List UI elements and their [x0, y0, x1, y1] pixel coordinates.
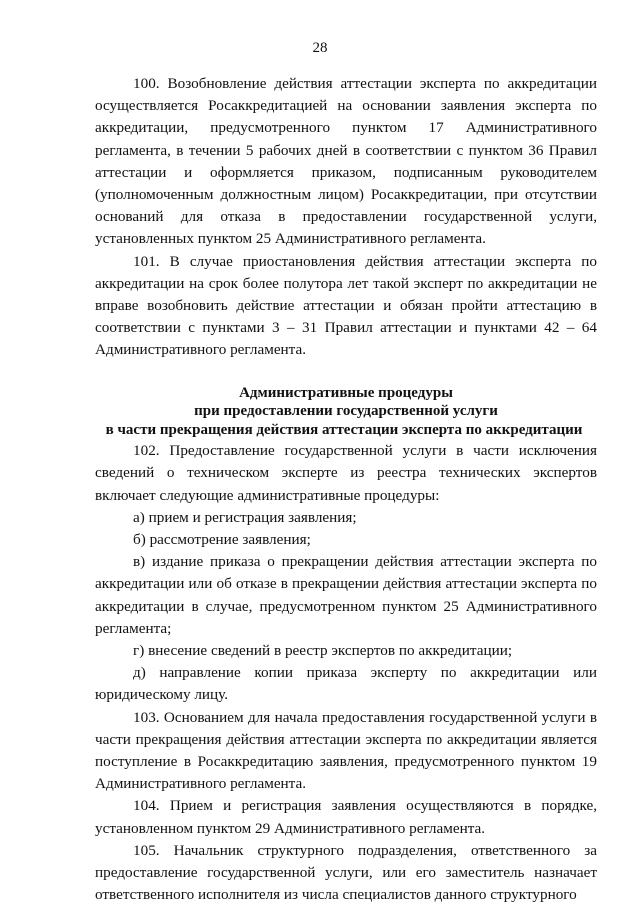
page-number: 28	[312, 40, 328, 56]
section-heading-line-3: в части прекращения действия аттестации эксперта по аккредитации	[105, 421, 583, 438]
list-item-v: в) издание приказа о прекращении действия аттестации эксперта по аккредитации или об отказе в прекращении действия аттестации эксперта по аккредитации в случае, предусмотренном пунктом 25 Административного регламента;	[95, 553, 597, 637]
list-item-g: г) внесение сведений в реестр экспертов по аккредитации;	[133, 641, 513, 659]
list-item-b: б) рассмотрение заявления;	[133, 530, 311, 548]
paragraph-105: 105. Начальник структурного подразделения, ответственного за предоставление государственной услуги, или его заместитель назначает ответственного исполнителя из числа специалистов данного структурного	[95, 841, 597, 904]
paragraph-102: 102. Предоставление государственной услуги в части исключения сведений о техническом эксперте из реестра технических экспертов включает следующие административные процедуры:	[95, 442, 597, 504]
paragraph-104: 104. Прием и регистрация заявления осуществляются в порядке, установленном пунктом 29 Административного регламента.	[95, 797, 597, 837]
list-item-d: д) направление копии приказа эксперту по аккредитации или юридическому лицу.	[95, 664, 597, 704]
section-heading-line-2: при предоставлении государственной услуги	[194, 403, 498, 420]
paragraph-101: 101. В случае приостановления действия аттестации эксперта по аккредитации на срок более полутора лет такой эксперт по аккредитации не вправе возобновить действие аттестации и обязан пройти аттестацию в соответствии с пунктами 3 – 31 Правил аттестации и пунктами 42 – 64 Административного регламента.	[95, 252, 597, 359]
section-heading	[95, 384, 597, 440]
section-heading-line-1: Административные процедуры	[239, 384, 453, 401]
list-item-a: а) прием и регистрация заявления;	[133, 508, 357, 526]
document-body	[95, 73, 597, 906]
paragraph-103: 103. Основанием для начала предоставления государственной услуги в части прекращения действия аттестации эксперта по аккредитации является поступление в Росаккредитацию заявления, предусмотренного пунктом 19 Административного регламента.	[95, 708, 597, 793]
paragraph-100: 100. Возобновление действия аттестации эксперта по аккредитации осуществляется Росаккредитацией на основании заявления эксперта по аккредитации, предусмотренного пунктом 17 Административного регламента, в течении 5 рабочих дней в соответствии с пунктом 36 Правил аттестации и оформляется приказом, подписанным руководителем (уполномоченным должностным лицом) Росаккредитации, при отсутствии оснований для отказа в предоставлении государственной услуги, установленных пунктом 25 Административного регламента.	[95, 75, 597, 248]
